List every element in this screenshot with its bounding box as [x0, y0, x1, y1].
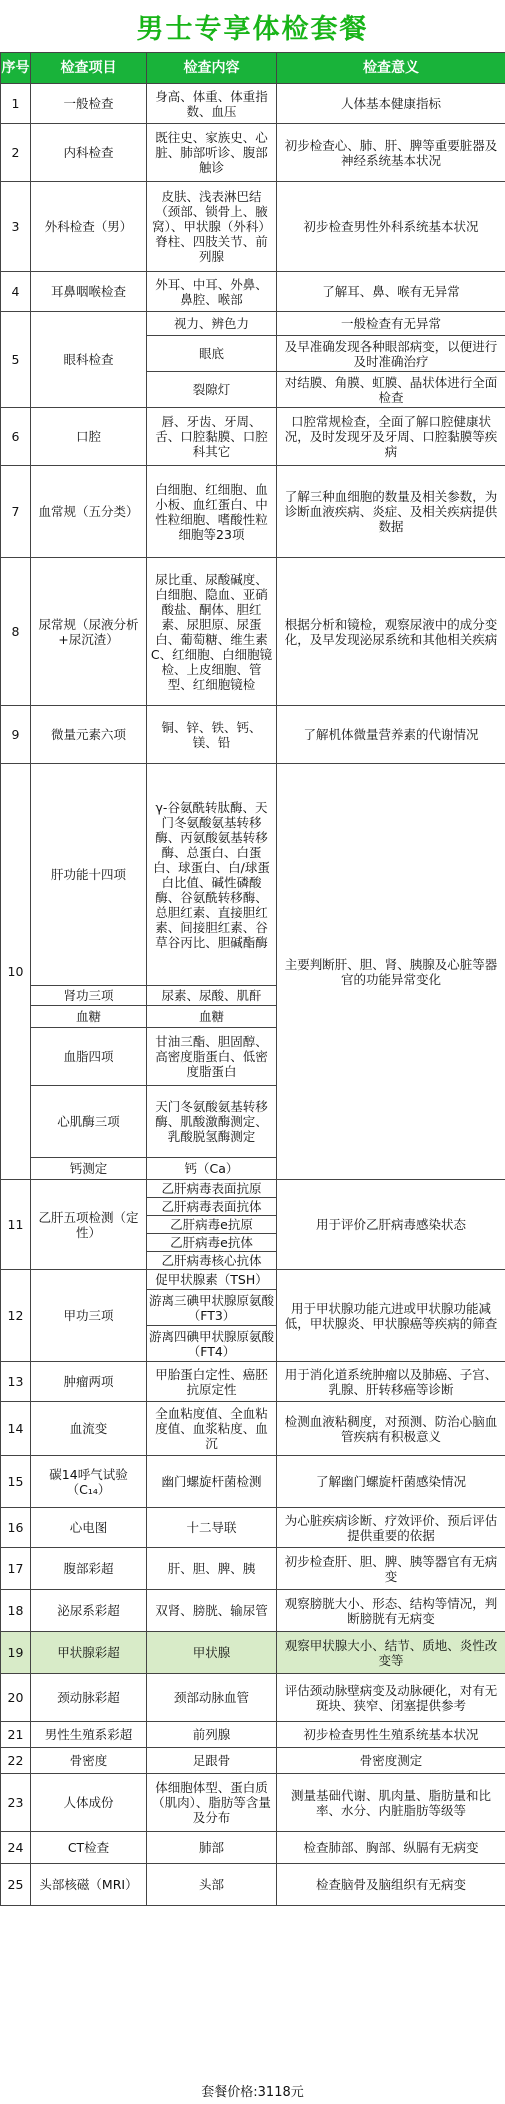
cell-item: 一般检查: [31, 84, 147, 124]
header-item: 检查项目: [31, 53, 147, 84]
cell-item: 眼科检查: [31, 312, 147, 408]
cell-item: 颈动脉彩超: [31, 1674, 147, 1722]
cell-meaning: 及早准确发现各种眼部病变，以便进行及时准确治疗: [277, 336, 505, 372]
cell-item: 耳鼻咽喉检查: [31, 272, 147, 312]
table-row: [1, 1508, 505, 1548]
table-row: [1, 1748, 505, 1774]
table-row: [1, 466, 505, 558]
cell-item: 微量元素六项: [31, 706, 147, 764]
cell-item: 甲功三项: [31, 1270, 147, 1362]
table-row: [1, 1864, 505, 1906]
cell-item: 血流变: [31, 1402, 147, 1456]
table-row-highlighted: [1, 1632, 505, 1674]
cell-no: 4: [1, 272, 31, 312]
cell-meaning: 检查脑骨及脑组织有无病变: [277, 1864, 505, 1906]
cell-meaning: 了解耳、鼻、喉有无异常: [277, 272, 505, 312]
cell-meaning: 主要判断肝、胆、肾、胰腺及心脏等器官的功能异常变化: [277, 764, 505, 1180]
table-row: [1, 1456, 505, 1508]
table-row: [1, 408, 505, 466]
cell-no: 7: [1, 466, 31, 558]
cell-item: 骨密度: [31, 1748, 147, 1774]
cell-meaning: 为心脏疾病诊断、疗效评价、预后评估提供重要的依据: [277, 1508, 505, 1548]
cell-no: 17: [1, 1548, 31, 1590]
table-row: [1, 1548, 505, 1590]
cell-content: 十二导联: [147, 1508, 277, 1548]
cell-no: 2: [1, 124, 31, 182]
cell-content: 甲状腺: [147, 1632, 277, 1674]
cell-item: 肿瘤两项: [31, 1362, 147, 1402]
cell-item: 人体成份: [31, 1774, 147, 1832]
cell-meaning: 口腔常规检查，全面了解口腔健康状况，及时发现牙及牙周、口腔黏膜等疾病: [277, 408, 505, 466]
table-row: [1, 272, 505, 312]
cell-meaning: 用于评价乙肝病毒感染状态: [277, 1180, 505, 1270]
header-meaning: 检查意义: [277, 53, 505, 84]
cell-item: 血糖: [31, 1006, 147, 1028]
cell-content: 身高、体重、体重指数、血压: [147, 84, 277, 124]
cell-item: 心电图: [31, 1508, 147, 1548]
cell-content: 既往史、家族史、心脏、肺部听诊、腹部触诊: [147, 124, 277, 182]
cell-no: 20: [1, 1674, 31, 1722]
cell-meaning: 评估颈动脉壁病变及动脉硬化，对有无斑块、狭窄、闭塞提供参考: [277, 1674, 505, 1722]
cell-no: 23: [1, 1774, 31, 1832]
cell-item: 泌尿系彩超: [31, 1590, 147, 1632]
table-row: [1, 182, 505, 272]
cell-content: 眼底: [147, 336, 277, 372]
cell-content: 白细胞、红细胞、血小板、血红蛋白、中性粒细胞、嗜酸性粒细胞等23项: [147, 466, 277, 558]
table-row: [1, 1722, 505, 1748]
cell-content: 幽门螺旋杆菌检测: [147, 1456, 277, 1508]
cell-content: 肝、胆、脾、胰: [147, 1548, 277, 1590]
header-content: 检查内容: [147, 53, 277, 84]
cell-meaning: 骨密度测定: [277, 1748, 505, 1774]
table-row: [1, 1832, 505, 1864]
cell-content: 乙肝病毒核心抗体: [147, 1252, 277, 1270]
cell-content: 足跟骨: [147, 1748, 277, 1774]
cell-no: 24: [1, 1832, 31, 1864]
cell-item: 腹部彩超: [31, 1548, 147, 1590]
cell-content: 颈部动脉血管: [147, 1674, 277, 1722]
cell-meaning: 检测血液粘稠度，对预测、防治心脑血管疾病有积极意义: [277, 1402, 505, 1456]
table-row: [1, 1674, 505, 1722]
header-no: 序号: [1, 53, 31, 84]
cell-content: 乙肝病毒表面抗原: [147, 1180, 277, 1198]
cell-meaning: 初步检查肝、胆、脾、胰等器官有无病变: [277, 1548, 505, 1590]
table-row: [1, 764, 505, 986]
cell-content: 血糖: [147, 1006, 277, 1028]
cell-no: 8: [1, 558, 31, 706]
cell-meaning: 初步检查男性外科系统基本状况: [277, 182, 505, 272]
package-price: 套餐价格:3118元: [201, 2084, 304, 2100]
table-row: [1, 312, 505, 336]
cell-no: 9: [1, 706, 31, 764]
cell-content: 促甲状腺素（TSH）: [147, 1270, 277, 1290]
cell-no: 12: [1, 1270, 31, 1362]
cell-content: 头部: [147, 1864, 277, 1906]
table-row: [1, 1774, 505, 1832]
table-row: [1, 1180, 505, 1198]
cell-item: 碳14呼气试验（C₁₄）: [31, 1456, 147, 1508]
cell-content: γ-谷氨酰转肽酶、天门冬氨酸氨基转移酶、丙氨酸氨基转移酶、总蛋白、白蛋白、球蛋白、白/球蛋白比值、碱性磷酸酶、谷氨酰转移酶、总胆红素、直接胆红素、间接胆红素、谷草谷丙比、胆碱酯酶: [147, 764, 277, 986]
cell-no: 1: [1, 84, 31, 124]
cell-meaning: 用于消化道系统肿瘤以及肺癌、子宫、乳腺、肝转移癌等诊断: [277, 1362, 505, 1402]
cell-no: 18: [1, 1590, 31, 1632]
cell-no: 5: [1, 312, 31, 408]
cell-item: 尿常规（尿液分析+尿沉渣）: [31, 558, 147, 706]
cell-meaning: 初步检查男性生殖系统基本状况: [277, 1722, 505, 1748]
cell-meaning: 人体基本健康指标: [277, 84, 505, 124]
cell-no: 19: [1, 1632, 31, 1674]
cell-content: 外耳、中耳、外鼻、鼻腔、喉部: [147, 272, 277, 312]
cell-item: 血常规（五分类）: [31, 466, 147, 558]
cell-item: 甲状腺彩超: [31, 1632, 147, 1674]
cell-content: 乙肝病毒e抗原: [147, 1216, 277, 1234]
cell-meaning: 初步检查心、肺、肝、脾等重要脏器及神经系统基本状况: [277, 124, 505, 182]
cell-meaning: 观察甲状腺大小、结节、质地、炎性改变等: [277, 1632, 505, 1674]
cell-content: 皮肤、浅表淋巴结（颈部、锁骨上、腋窝）、甲状腺（外科）脊柱、四肢关节、前列腺: [147, 182, 277, 272]
cell-meaning: 根据分析和镜检，观察尿液中的成分变化，及早发现泌尿系统和其他相关疾病: [277, 558, 505, 706]
cell-content: 裂隙灯: [147, 372, 277, 408]
checkup-table: [0, 52, 505, 1906]
cell-item: 头部核磁（MRI）: [31, 1864, 147, 1906]
table-header-row: [1, 53, 505, 84]
cell-no: 6: [1, 408, 31, 466]
cell-content: 尿比重、尿酸碱度、白细胞、隐血、亚硝酸盐、酮体、胆红素、尿胆原、尿蛋白、葡萄糖、维生素C、红细胞、白细胞镜检、上皮细胞、管型、红细胞镜检: [147, 558, 277, 706]
table-row: [1, 558, 505, 706]
cell-content: 乙肝病毒表面抗体: [147, 1198, 277, 1216]
page-title: 男士专享体检套餐: [136, 13, 369, 45]
cell-no: 11: [1, 1180, 31, 1270]
cell-no: 16: [1, 1508, 31, 1548]
cell-meaning: 了解幽门螺旋杆菌感染情况: [277, 1456, 505, 1508]
cell-meaning: 一般检查有无异常: [277, 312, 505, 336]
cell-content: 乙肝病毒e抗体: [147, 1234, 277, 1252]
cell-item: 心肌酶三项: [31, 1086, 147, 1158]
cell-meaning: 用于甲状腺功能亢进或甲状腺功能减低，甲状腺炎、甲状腺癌等疾病的筛查: [277, 1270, 505, 1362]
cell-no: 13: [1, 1362, 31, 1402]
cell-no: 25: [1, 1864, 31, 1906]
cell-content: 游离四碘甲状腺原氨酸（FT4）: [147, 1326, 277, 1362]
cell-content: 前列腺: [147, 1722, 277, 1748]
cell-item: 外科检查（男）: [31, 182, 147, 272]
cell-item: 血脂四项: [31, 1028, 147, 1086]
cell-item: 肾功三项: [31, 986, 147, 1006]
cell-item: CT检查: [31, 1832, 147, 1864]
table-row: [1, 84, 505, 124]
cell-meaning: 了解机体微量营养素的代谢情况: [277, 706, 505, 764]
cell-meaning: 观察膀胱大小、形态、结构等情况，判断膀胱有无病变: [277, 1590, 505, 1632]
cell-no: 15: [1, 1456, 31, 1508]
cell-item: 肝功能十四项: [31, 764, 147, 986]
cell-meaning: 检查肺部、胸部、纵膈有无病变: [277, 1832, 505, 1864]
cell-content: 游离三碘甲状腺原氨酸（FT3）: [147, 1290, 277, 1326]
cell-meaning: 了解三种血细胞的数量及相关参数，为诊断血液疾病、炎症、及相关疾病提供数据: [277, 466, 505, 558]
cell-content: 唇、牙齿、牙周、舌、口腔黏膜、口腔科其它: [147, 408, 277, 466]
cell-content: 视力、辨色力: [147, 312, 277, 336]
cell-meaning: 测量基础代谢、肌肉量、脂肪量和比率、水分、内脏脂肪等级等: [277, 1774, 505, 1832]
table-row: [1, 1270, 505, 1290]
cell-no: 22: [1, 1748, 31, 1774]
cell-content: 体细胞体型、蛋白质（肌肉）、脂肪等含量及分布: [147, 1774, 277, 1832]
cell-content: 铜、锌、铁、钙、镁、铅: [147, 706, 277, 764]
cell-no: 3: [1, 182, 31, 272]
cell-no: 21: [1, 1722, 31, 1748]
cell-content: 尿素、尿酸、肌酐: [147, 986, 277, 1006]
table-row: [1, 1590, 505, 1632]
cell-content: 甲胎蛋白定性、癌胚抗原定性: [147, 1362, 277, 1402]
table-row: [1, 124, 505, 182]
cell-content: 天门冬氨酸氨基转移酶、肌酸激酶测定、乳酸脱氢酶测定: [147, 1086, 277, 1158]
cell-no: 10: [1, 764, 31, 1180]
cell-item: 口腔: [31, 408, 147, 466]
cell-item: 钙测定: [31, 1158, 147, 1180]
cell-content: 全血粘度值、全血粘度值、血浆粘度、血沉: [147, 1402, 277, 1456]
cell-no: 14: [1, 1402, 31, 1456]
cell-item: 男性生殖系彩超: [31, 1722, 147, 1748]
table-row: [1, 706, 505, 764]
cell-content: 肺部: [147, 1832, 277, 1864]
cell-content: 钙（Ca）: [147, 1158, 277, 1180]
cell-meaning: 对结膜、角膜、虹膜、晶状体进行全面检查: [277, 372, 505, 408]
table-row: [1, 1402, 505, 1456]
cell-item: 乙肝五项检测（定性）: [31, 1180, 147, 1270]
cell-item: 内科检查: [31, 124, 147, 182]
cell-content: 双肾、膀胱、输尿管: [147, 1590, 277, 1632]
cell-content: 甘油三酯、胆固醇、高密度脂蛋白、低密度脂蛋白: [147, 1028, 277, 1086]
table-row: [1, 1362, 505, 1402]
